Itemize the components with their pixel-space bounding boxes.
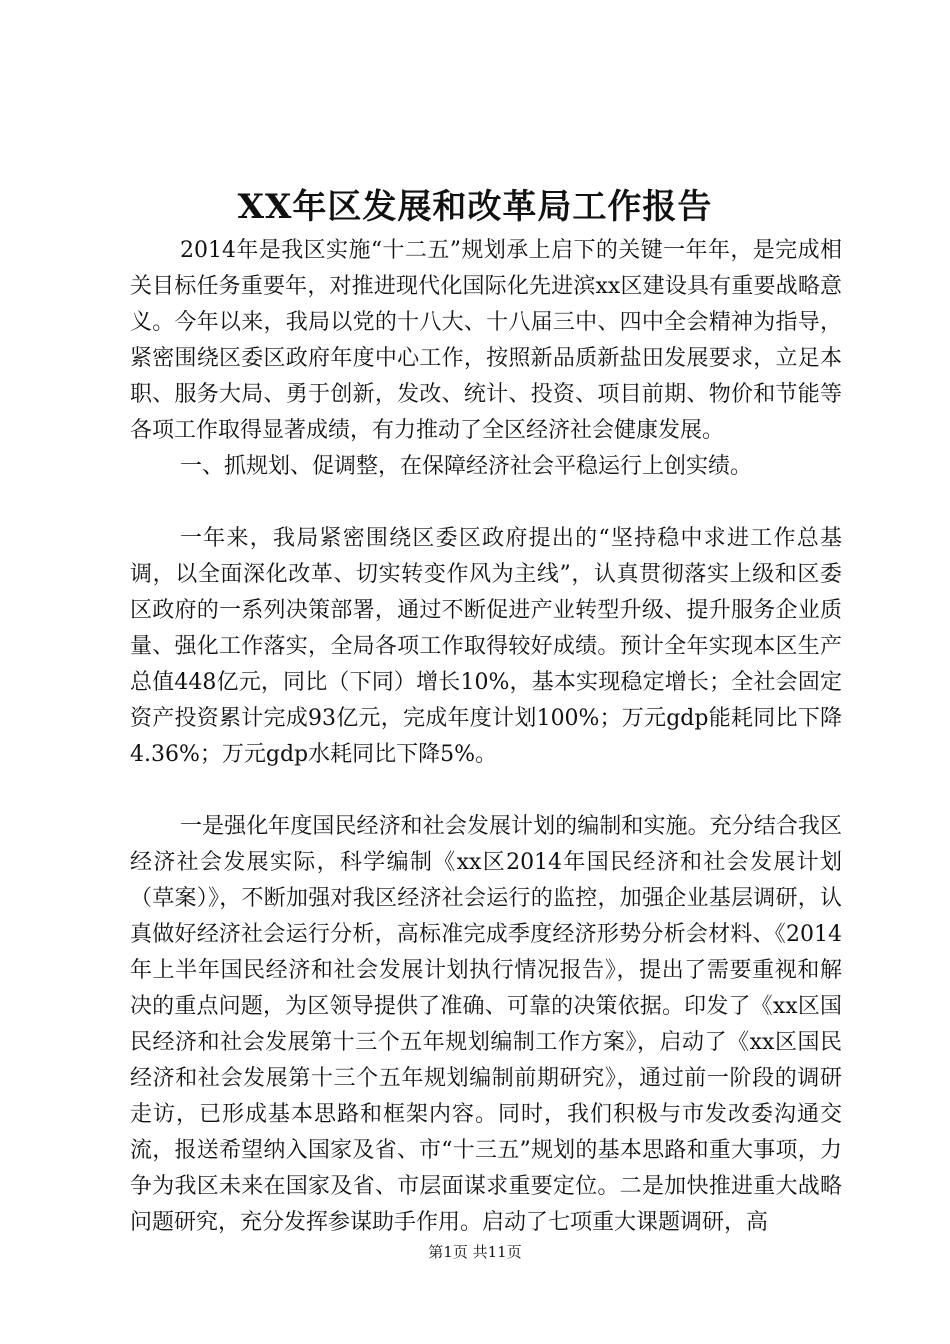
paragraph-intro: 2014年是我区实施“十二五”规划承上启下的关键一年年，是完成相关目标任务重要年，对推进现代化国际化先进滨xx区建设具有重要战略意义。今年以来，我局以党的十八大、十八届三中、四中全会精神为指导，紧密围绕区委区政府年度中心工作，按照新品质新盐田发展要求，立足本职、服务大局、勇于创新，发改、统计、投资、项目前期、物价和节能等各项工作取得显著成绩，有力推动了全区经济社会健康发展。 <box>130 238 842 443</box>
paragraph-annual-summary: 一年来，我局紧密围绕区委区政府提出的“坚持稳中求进工作总基调，以全面深化改革、切实转变作风为主线”，认真贯彻落实上级和区委区政府的一系列决策部署，通过不断促进产业转型升级、提升服务企业质量、强化工作落实，全局各项工作取得较好成绩。预计全年实现本区生产总值448亿元，同比（下同）增长10%，基本实现稳定增长；全社会固定资产投资累计完成93亿元，完成年度计划100%；万元gdp能耗同比下降4.36%；万元gdp水耗同比下降5%。 <box>130 526 842 767</box>
paragraph-planning: 一是强化年度国民经济和社会发展计划的编制和实施。充分结合我区经济社会发展实际，科学编制《xx区2014年国民经济和社会发展计划（草案）》，不断加强对我区经济社会运行的监控，加强企业基层调研，认真做好经济社会运行分析，高标准完成季度经济形势分析会材料、《2014年上半年国民经济和社会发展计划执行情况报告》，提出了需要重视和解决的重点问题，为区领导提供了准确、可靠的决策依据。印发了《xx区国民经济和社会发展第十三个五年规划编制工作方案》，启动了《xx区国民经济和社会发展第十三个五年规划编制前期研究》，通过前一阶段的调研走访，已形成基本思路和框架内容。同时，我们积极与市发改委沟通交流，报送希望纳入国家及省、市“十三五”规划的基本思路和重大事项，力争为我区未来在国家及省、市层面谋求重要定位。二是加快推进重大战略问题研究，充分发挥参谋助手作用。启动了七项重大课题调研，高 <box>130 814 842 1235</box>
page-number: 第1页 共11页 <box>428 1243 522 1261</box>
document-title: XX年区发展和改革局工作报告 <box>237 187 713 227</box>
section-heading-1: 一、抓规划、促调整，在保障经济社会平稳运行上创实绩。 <box>180 454 753 479</box>
